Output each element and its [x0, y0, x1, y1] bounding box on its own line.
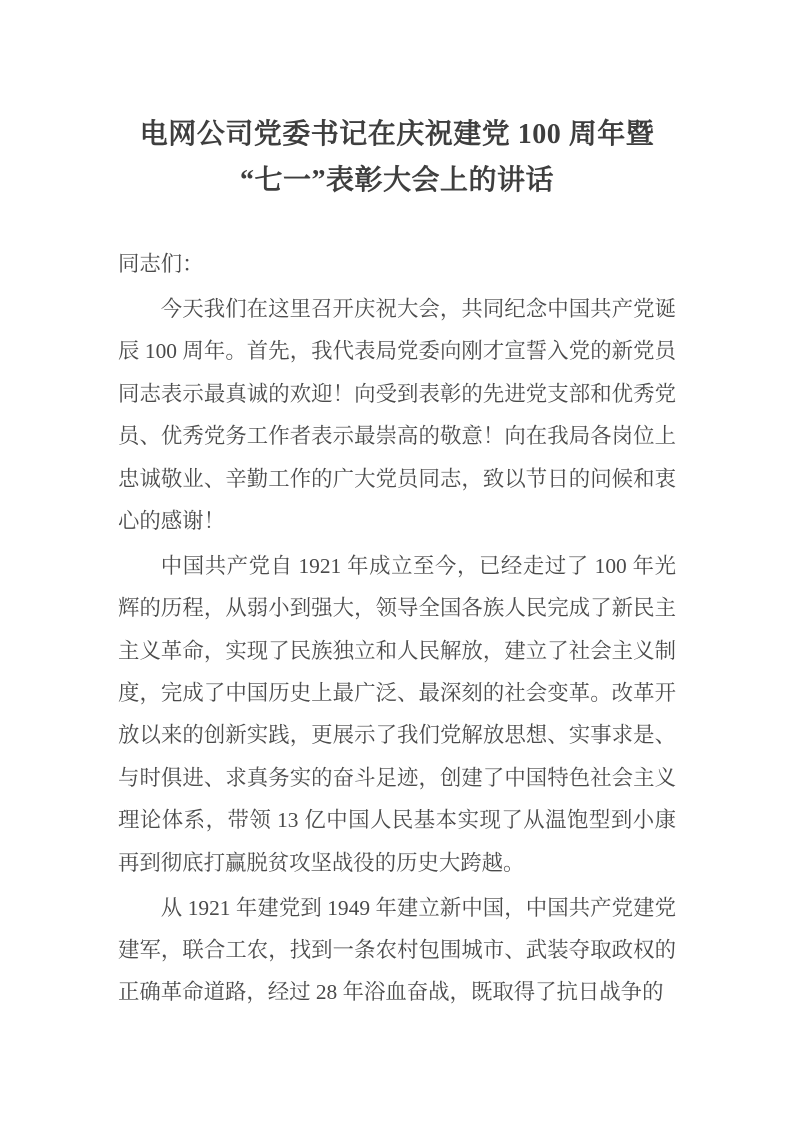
paragraph-3: 从 1921 年建党到 1949 年建立新中国，中国共产党建党建军，联合工农，找到一条农村包围城市、武装夺取政权的正确革命道路，经过 28 年浴血奋战，既取得了抗日战争的 [118, 895, 676, 1005]
paragraph-1: 今天我们在这里召开庆祝大会，共同纪念中国共产党诞辰 100 周年。首先，我代表局党委向刚才宣誓入党的新党员同志表示最真诚的欢迎！向受到表彰的先进党支部和优秀党员、优秀党务工作者表示最崇高的敬意！向在我局各岗位上忠诚敬业、辛勤工作的广大党员同志，致以节日的问候和衷心的感谢！ [118, 296, 676, 533]
salutation: 同志们： [118, 252, 204, 276]
document-body [118, 243, 676, 1014]
paragraph-2: 中国共产党自 1921 年成立至今，已经走过了 100 年光辉的历程，从弱小到强大，领导全国各族人民完成了新民主主义革命，实现了民族独立和人民解放，建立了社会主义制度，完成了中国历史上最广泛、最深刻的社会变革。改革开放以来的创新实践，更展示了我们党解放思想、实事求是、与时俱进、求真务实的奋斗足迹，创建了中国特色社会主义理论体系，带领 13 亿中国人民基本实现了从温饱型到小康再到彻底打赢脱贫攻坚战役的历史大跨越。 [118, 553, 676, 875]
title-line-2: “七一”表彰大会上的讲话 [239, 165, 554, 196]
title-line-1: 电网公司党委书记在庆祝建党 100 周年暨 [139, 119, 655, 150]
document-title [118, 112, 676, 204]
